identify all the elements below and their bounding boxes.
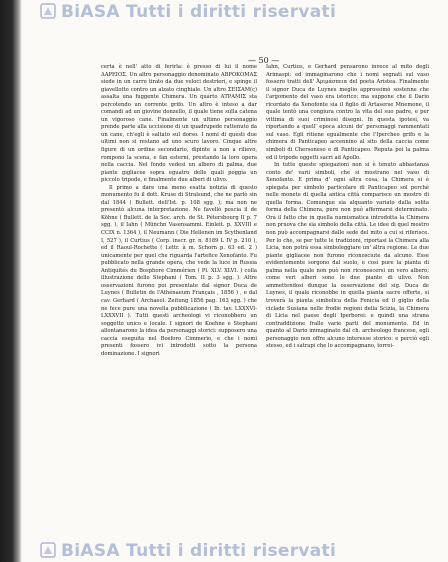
binding-shadow xyxy=(0,0,22,562)
watermark-bottom xyxy=(40,541,440,562)
paragraph: Il primo a dare una meno esatta notizia di questo monumento fu il dott. Kruse di Stralsund, che ne parlò sin dal 1844 ( Bullett. dell'Ist. p. 108 sgg. ); ma non ne presentò alcuna interpretazione. Ne favellò poscia il de Köhne ( Bullett. de la Soc. arch. de St. Pétersbourg II p. 7 sgg. ), il Iahn ( Münchn Vasensammi. Einleit. p. XXVIII e CCIX n. 1364 ), il Neumann ( Die Hellenen im Scythenland I, 527 ), il Curtius ( Corp. inscr. gr. n. 8189 L IV p. 210 ), ed il Raoul-Rochette ( Lettr. à m. Schorn p. 63 ed. 2 ) unicamente per quel che riguarda l'artefice Xenofanto. Fu pubblicato nella grande opera, che vede la luce in Russia Antiquités du Bosphore Cimmérien ( Pl. XLV. XLVI. ) colla illustrazione dello Stephani ( Tom. II p. 3 sgg. ). Altre osservazioni furono poi presentate dal signor Duca de Luynes ( Bulletin de l'Athénaeum Français , 1856 ) , e dal cav. Gerhard ( Archaeol. Zeitung 1856 pag. 163 sgg. ) che ne fece pure una novella pubblicazione ( Ib. tav. LXXXVI-LXXXVII ). Tutti questi archeologi vi riconobbero un soggetto unico e locale. I signori de Koehne e Stephani allontanarono la idea da personaggi storici: supposero una caccia eseguita nel Bosforo Cimmerio, e che i nomi presenti fossero ivi introdotti sotto la persona dominazione. I signori xyxy=(101,184,257,357)
paragraph: Iahn, Curtius, e Gerhard pensarono invece al mito degli Arimaspi: ed immaginarono che i nomi segnati sul vaso fossero tratti dell' Ἀριμάσπεια del poeta Aristea. Finalmente il signor Duca de Luynes meglio approssimò sostenne che l'argomento del vaso era istorico; ma suppone che il Dario ricordato da Xenofonte sia il figlio di Artaserse Mnemone, il quale tentò una congiura contro la vita del suo padre, e per vittima di suoi criminosi disegni. In questa ipotesi, va riportando a quell' epoca alcuni de' personaggi rammentati sul vaso. Egli ritiene egualmente che l'Ipercheo grifo e la chimera di Panticapeo accennino al sito della caccia come simboli di Chersoneso e di Panticapeo. Reputa poi la palma ed il tripode oggetti sacri ad Apollo. xyxy=(266,64,429,161)
biasa-logo-icon xyxy=(40,542,56,558)
text-column-right xyxy=(266,64,429,351)
paragraph: certa è nell' atto di ferirla: è presso di lui il nome ΔΑΡΕΙΟΣ. Un altro personaggio denominato ΑΒΡΟΚΟΜΑΣ siede in un carro tirato da due veloci destrieri, e spinge il giavellotto contro un alzato cinghiale. Un altro ΣΕΙΣΑΜ(ς) assalta una fuggente Chimera. Un quarto ΑΤΡΑΜΙΣ sta percotendo un corrente grifo. Un altro è inteso a dar comandi ad un giovine donzello, il quale tiene sulla catena un vigoroso cane. Finalmente un ultimo personaggio prende parte alla uccisione di un quadrupede rattenuto da un cane, ch'egli è saltato sul dorso. I nomi di questi due ultimi non si restano ad uno scuro lavoro. Cinque altre figure di un ordine secondario, dipinte a non a rilievo, rompono la scena, e fan esterni, prestando la loro opera nella caccia. Nel fondo vedesi un albero di palma, due piante gigliacee sopra eguatro delle quali poggia un piccolo tripode, e finalmente due alberi di ulivo. xyxy=(101,64,257,184)
paragraph: In tutte queste spiegazioni non si è tenuto abbastanza conto de' varii simboli, che si mostrano nel vaso di Xenofanto. E prima d' ogni altra cosa, la Chimera si è spiegata per simbolo particolare di Panticapeo sol perchè nelle monete di quella antica città comparisce un mostro di quella forma. Comunque sia alquanto variato dalla solita forma della Chimera, pure non può affermarsi determinato. Ora il fatto che in quella numismatica introdotta la Chimera non pruova che sia simbolo della città. Le idee di quel mostro non può accompagnarsi dalle sede del mito a cui si riferisce. Per lo che, se per tutte le tradizioni, riportasi la Chimera alla Licia, non potrà essa simboleggiare un' altra regione. Le due piante gigliacee non furono riconosciute da alcuno. Esse evidentemente sorgono dal suolo, e così pure la pianta di palma nella quale non può non riconoscersi un vero albero; come veri alberi sono le due piante di ulivo. Non ammettendosi dunque la osservazione del sig. Duca de Luynes, il quale riconobbe in quella pianta sacre offerte, si troverà la pianta simbolica della Fenicia ed il giglio della ciclade Susiana nelle frodie regioni della Scizia, la Chimera di Licia nel paese degli Iperborei: e quindi una strana contraddizione fralle varie parti del monumento. Ed in quanto al Dario immaginato dal ch. archeologo francese, egli personaggio non offre alcuno interesse storico: e perciò egli stesso, ed i satrapi che lo accompagnano, torrei- xyxy=(266,162,429,350)
watermark-top-text: BiASA Tutti i diritti riservati xyxy=(61,2,337,22)
watermark-top xyxy=(40,2,440,24)
watermark-bottom-text: BiASA Tutti i diritti riservati xyxy=(61,541,337,561)
text-column-left xyxy=(101,64,257,358)
page-number: — 50 — xyxy=(248,56,280,65)
biasa-logo-icon xyxy=(40,3,56,19)
